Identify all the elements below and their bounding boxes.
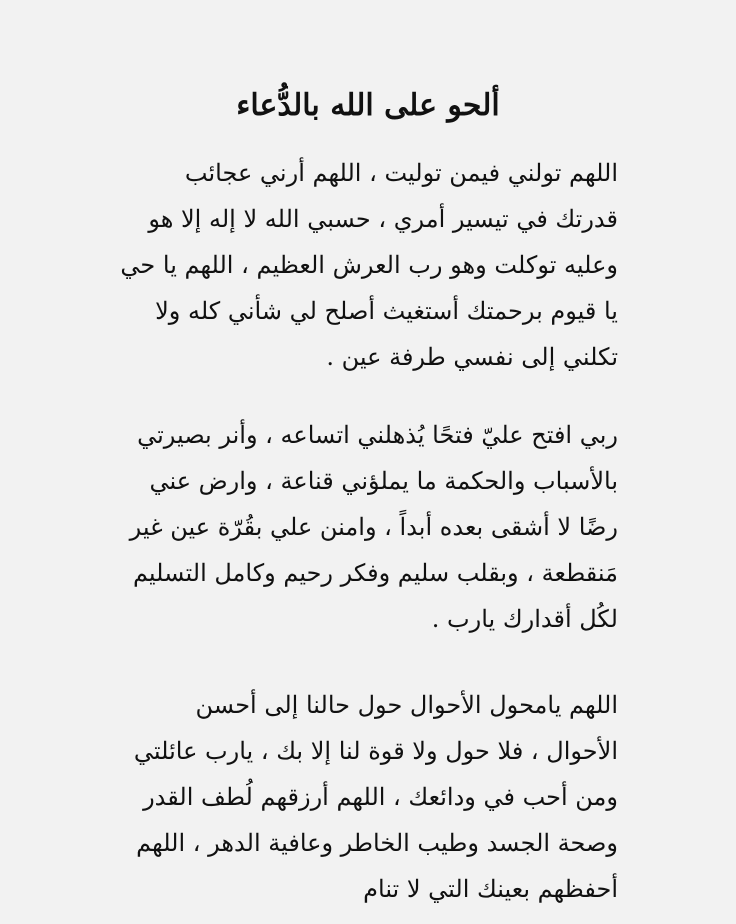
text-line: اللهم تولني فيمن توليت ، اللهم أرني عجائب <box>184 159 618 187</box>
text-line: ومن أحب في ودائعك ، اللهم أرزقهم لُطف القدر <box>143 783 618 811</box>
text-line: اللهم يامحول الأحوال حول حالنا إلى أحسن <box>195 691 618 719</box>
text-line: قدرتك في تيسير أمري ، حسبي الله لا إله إلا هو <box>148 205 618 233</box>
text-line: رضًا لا أشقى بعده أبداً ، وامنن علي بقُرّة عين غير <box>129 513 618 541</box>
text-line: بالأسباب والحكمة ما يملؤني قناعة ، وارض عني <box>149 467 618 495</box>
text-line: لكُل أقدارك يارب . <box>431 605 618 633</box>
text-line: يا قيوم برحمتك أستغيث أصلح لي شأني كله ولا <box>155 297 618 325</box>
text-line: وصحة الجسد وطيب الخاطر وعافية الدهر ، اللهم <box>136 829 618 857</box>
prayer-paragraph-2 <box>129 412 618 642</box>
page-title: ألحو على الله بالدُّعاء <box>236 88 500 123</box>
text-line: أحفظهم بعينك التي لا تنام <box>363 875 618 903</box>
text-line: الأحوال ، فلا حول ولا قوة لنا إلا بك ، يارب عائلتي <box>133 737 618 765</box>
prayer-paragraph-3 <box>133 682 618 912</box>
prayer-paragraph-1 <box>120 150 618 380</box>
text-line: تكلني إلى نفسي طرفة عين . <box>326 343 618 371</box>
text-line: ربي افتح عليّ فتحًا يُذهلني اتساعه ، وأنر بصيرتي <box>137 421 618 449</box>
text-line: وعليه توكلت وهو رب العرش العظيم ، اللهم يا حي <box>120 251 618 279</box>
text-line: مَنقطعة ، وبقلب سليم وفكر رحيم وكامل التسليم <box>132 559 618 587</box>
